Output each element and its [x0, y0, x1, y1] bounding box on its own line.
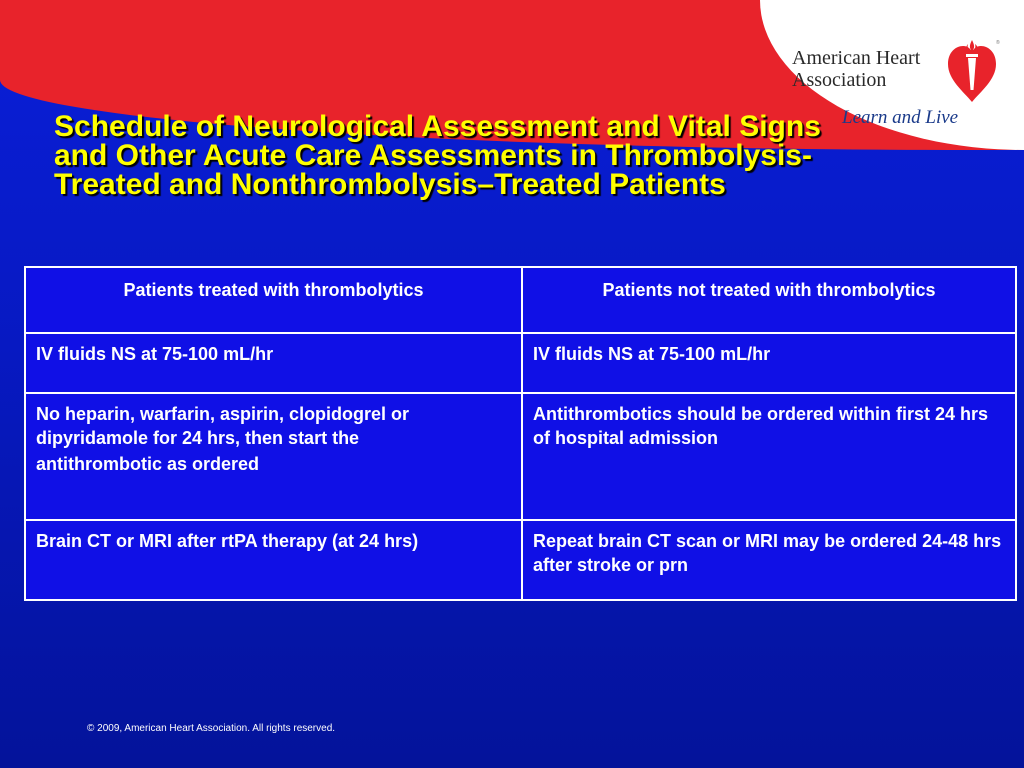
cell-right: Repeat brain CT scan or MRI may be ordered 24-48 hrs after stroke or prn: [522, 520, 1016, 600]
header-cell-no-thrombolytics: Patients not treated with thrombolytics: [522, 267, 1016, 333]
cell-left-continuation: antithrombotic as ordered: [36, 454, 260, 474]
header-cell-thrombolytics: Patients treated with thrombolytics: [25, 267, 522, 333]
cell-right: Antithrombotics should be ordered within first 24 hrs of hospital admission: [522, 393, 1016, 520]
cell-left: IV fluids NS at 75-100 mL/hr: [25, 333, 522, 393]
tagline: Learn and Live: [842, 107, 959, 128]
svg-text:®: ®: [996, 40, 1000, 46]
assessment-schedule-table: [24, 266, 1017, 601]
org-name-line2: Association: [792, 69, 887, 91]
cell-left: [25, 393, 522, 520]
org-name-line1: American Heart: [792, 47, 921, 69]
table-row: [25, 333, 1016, 393]
cell-right: IV fluids NS at 75-100 mL/hr: [522, 333, 1016, 393]
table-row: [25, 520, 1016, 600]
heart-torch-icon: [944, 36, 1000, 106]
table-header-row: [25, 267, 1016, 333]
table-row: [25, 393, 1016, 520]
cell-left-text: No heparin, warfarin, aspirin, clopidogrel or dipyridamole for 24 hrs, then start the: [36, 404, 410, 448]
copyright-notice: © 2009, American Heart Association. All rights reserved.: [87, 723, 336, 734]
slide-title: Schedule of Neurological Assessment and Vital Signs and Other Acute Care Assessments in Thrombolysis-Treated and Nonthrombolysis–Treated Patients: [54, 110, 821, 201]
cell-left: Brain CT or MRI after rtPA therapy (at 24 hrs): [25, 520, 522, 600]
aha-logo-wordmark: [792, 47, 952, 91]
